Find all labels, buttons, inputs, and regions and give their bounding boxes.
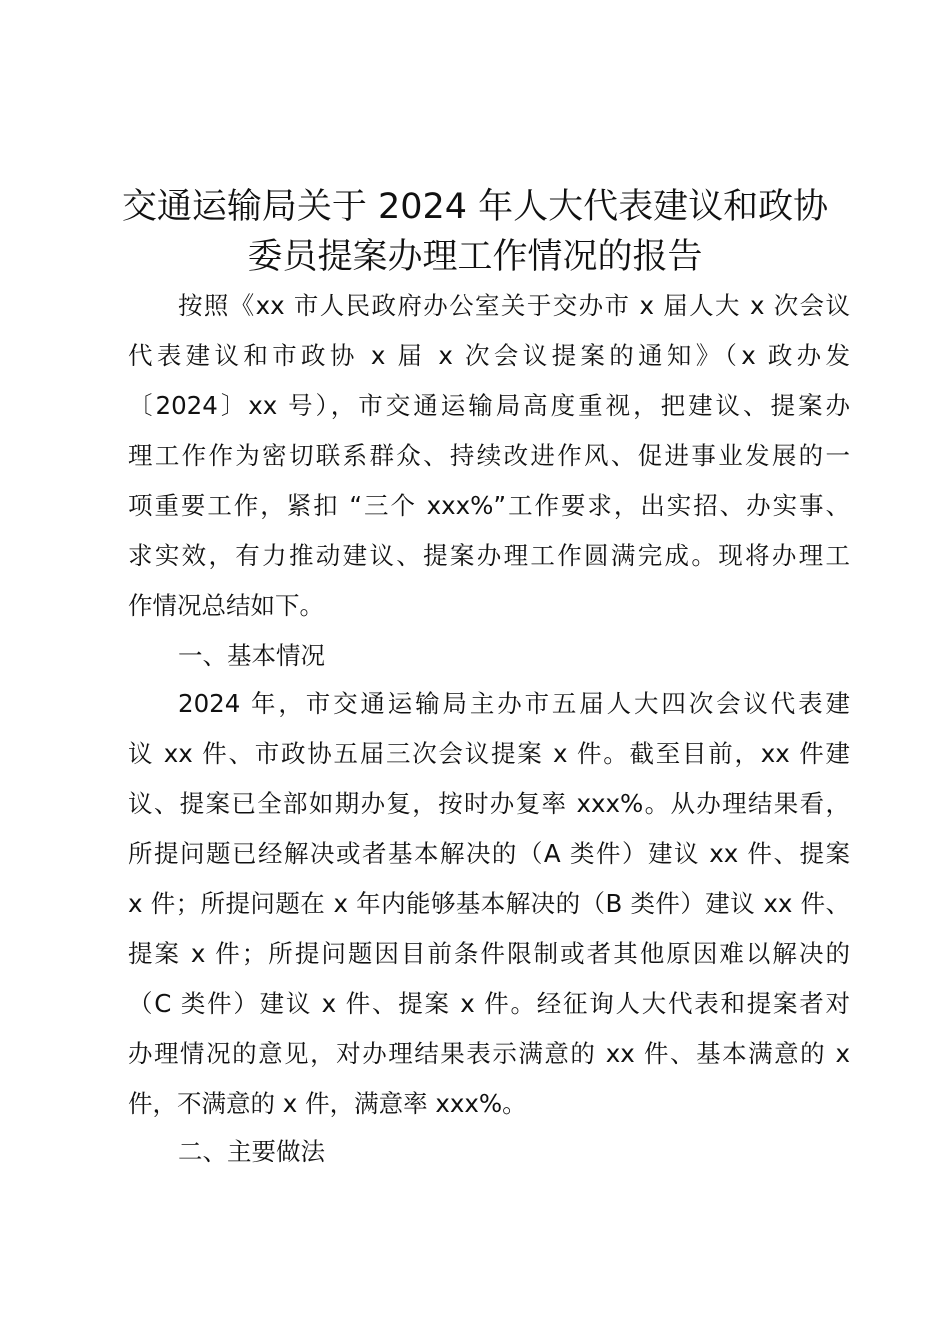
intro-paragraph-line: 理工作作为密切联系群众、持续改进作风、促进事业发展的一 xyxy=(128,441,850,470)
section1-paragraph-line: 议、提案已全部如期办复，按时办复率 xxx%。从办理结果看， xyxy=(128,789,850,818)
intro-paragraph-line: 项重要工作，紧扣 “三个 xxx%”工作要求，出实招、办实事、 xyxy=(128,491,850,520)
section1-paragraph-line: 2024 年，市交通运输局主办市五届人大四次会议代表建 xyxy=(178,689,850,718)
section1-paragraph-line: 件，不满意的 x 件，满意率 xxx%。 xyxy=(128,1089,527,1118)
intro-paragraph-line: 求实效，有力推动建议、提案办理工作圆满完成。现将办理工 xyxy=(128,541,850,570)
section1-paragraph-line: 办理情况的意见，对办理结果表示满意的 xx 件、基本满意的 x xyxy=(128,1039,850,1068)
document-title-line-1: 交通运输局关于 2024 年人大代表建议和政协 xyxy=(121,187,829,227)
intro-paragraph-line: 作情况总结如下。 xyxy=(128,591,324,620)
section1-paragraph-line: x 件；所提问题在 x 年内能够基本解决的（B 类件）建议 xx 件、 xyxy=(128,889,850,918)
section1-paragraph-line: （C 类件）建议 x 件、提案 x 件。经征询人大代表和提案者对 xyxy=(128,989,850,1018)
section-heading-basic-situation: 一、基本情况 xyxy=(178,641,325,670)
section-heading-main-practices: 二、主要做法 xyxy=(178,1137,325,1166)
document-title-line-2: 委员提案办理工作情况的报告 xyxy=(247,237,703,277)
section1-paragraph-line: 议 xx 件、市政协五届三次会议提案 x 件。截至目前，xx 件建 xyxy=(128,739,850,768)
section1-paragraph-line: 提案 x 件；所提问题因目前条件限制或者其他原因难以解决的 xyxy=(128,939,850,968)
intro-paragraph-line: 按照《xx 市人民政府办公室关于交办市 x 届人大 x 次会议 xyxy=(178,291,850,320)
intro-paragraph-line: 〔2024〕xx 号），市交通运输局高度重视，把建议、提案办 xyxy=(128,391,850,420)
section1-paragraph-line: 所提问题已经解决或者基本解决的（A 类件）建议 xx 件、提案 xyxy=(128,839,850,868)
intro-paragraph-line: 代表建议和市政协 x 届 x 次会议提案的通知》（x 政办发 xyxy=(128,341,850,370)
